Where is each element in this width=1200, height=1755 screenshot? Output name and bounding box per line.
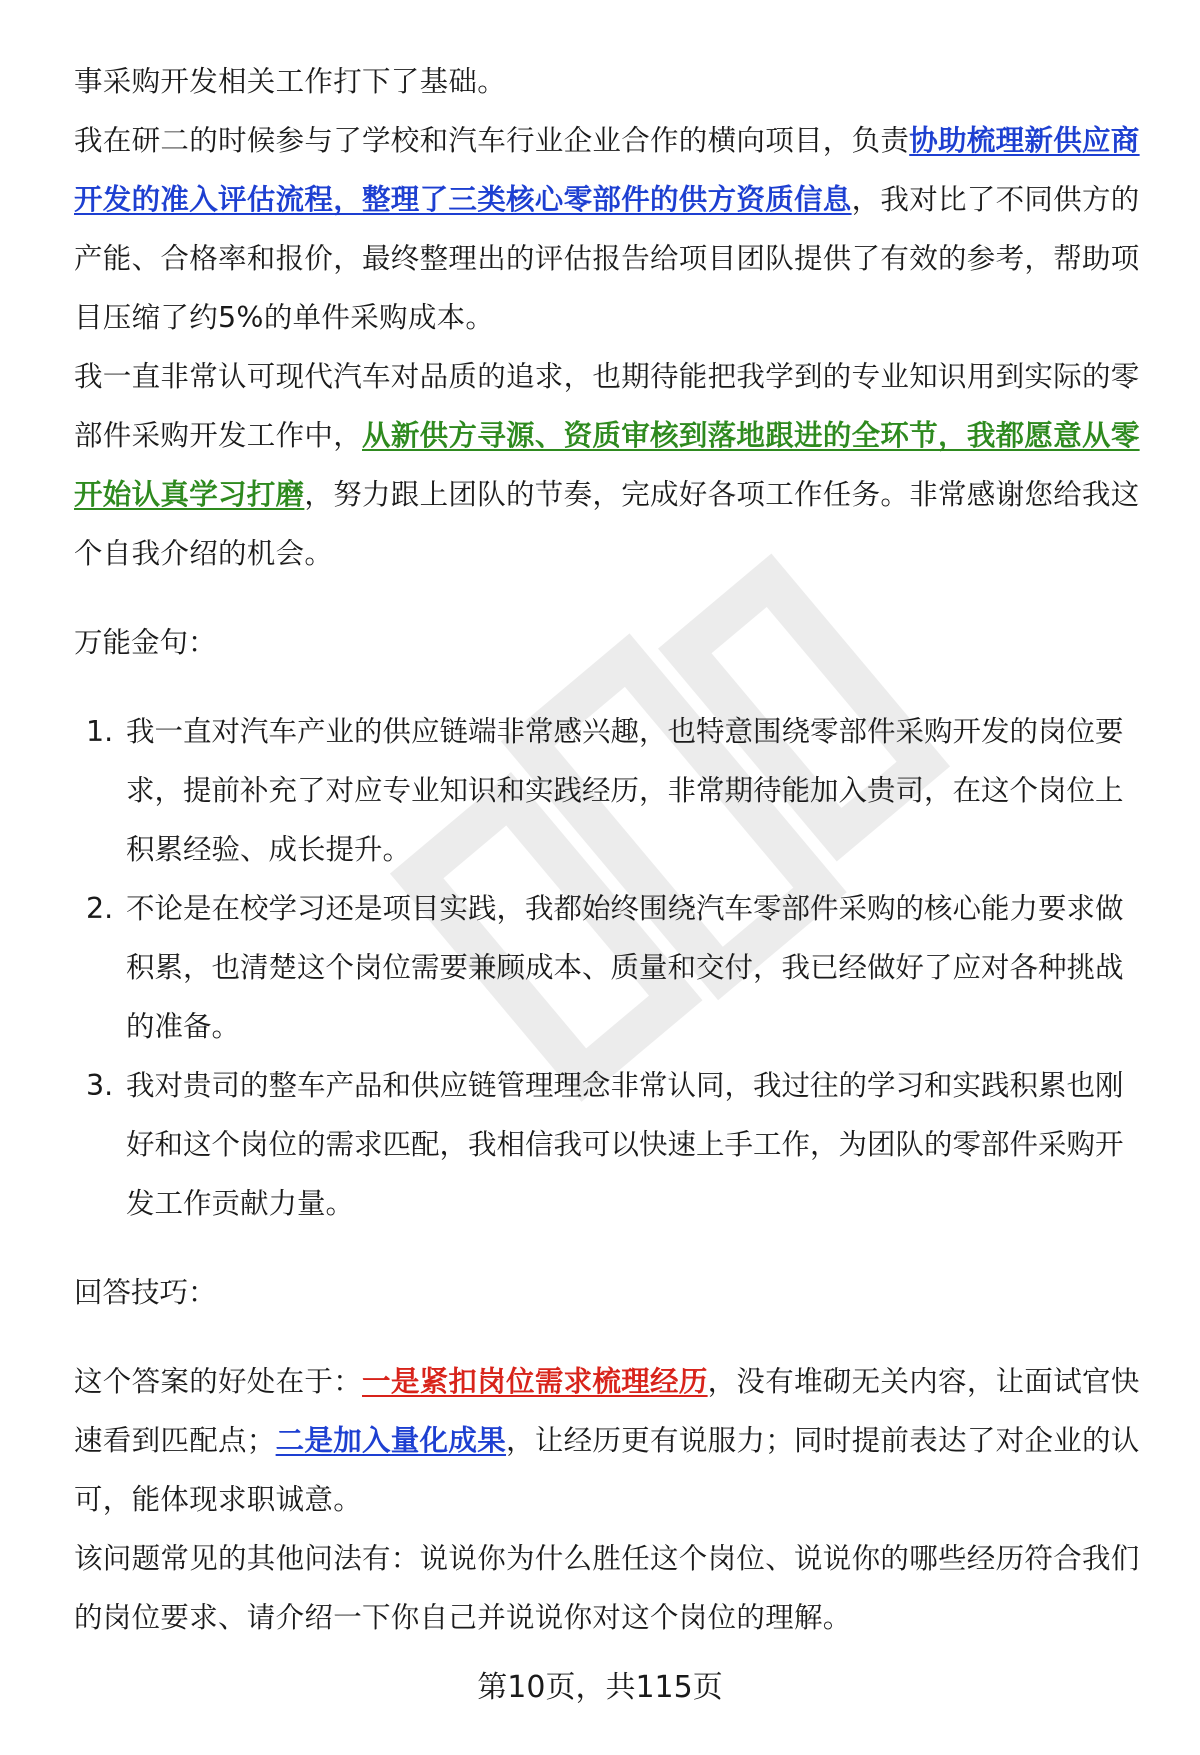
text-span: ，没有堆砌无关内容，让面试官快速看到匹配点； xyxy=(74,1365,1140,1457)
paragraph-tips-benefit xyxy=(74,1352,1144,1529)
list-item xyxy=(74,879,1144,1056)
text-span: 我一直非常认可现代汽车对品质的追求，也期待能把我学到的专业知识用到实际的零部件采购开发工作中， xyxy=(74,360,1140,452)
list-item xyxy=(74,702,1144,879)
list-number: 1. xyxy=(86,715,114,748)
list-text: 不论是在校学习还是项目实践，我都始终围绕汽车零部件采购的核心能力要求做积累，也清楚这个岗位需要兼顾成本、质量和交付，我已经做好了应对各种挑战的准备。 xyxy=(126,892,1124,1043)
golden-sentence-list xyxy=(74,702,1144,1233)
text-span: ，我对比了不同供方的产能、合格率和报价，最终整理出的评估报告给项目团队提供了有效的参考，帮助项目压缩了约5%的单件采购成本。 xyxy=(74,183,1140,334)
list-number: 3. xyxy=(86,1069,114,1102)
list-text: 我一直对汽车产业的供应链端非常感兴趣，也特意围绕零部件采购开发的岗位要求，提前补充了对应专业知识和实践经历，非常期待能加入贵司，在这个岗位上积累经验、成长提升。 xyxy=(126,715,1124,866)
text-span: ，努力跟上团队的节奏，完成好各项工作任务。非常感谢您给我这个自我介绍的机会。 xyxy=(74,478,1140,570)
list-text: 我对贵司的整车产品和供应链管理理念非常认同，我过往的学习和实践积累也刚好和这个岗位的需求匹配，我相信我可以快速上手工作，为团队的零部件采购开发工作贡献力量。 xyxy=(126,1069,1124,1220)
highlight-blue: 协助梳理新供应商开发的准入评估流程，整理了三类核心零部件的供方资质信息 xyxy=(74,124,1140,216)
text-span: ，让经历更有说服力；同时提前表达了对企业的认可，能体现求职诚意。 xyxy=(74,1424,1140,1516)
paragraph-motivation xyxy=(74,347,1144,583)
highlight-green: 从新供方寻源、资质审核到落地跟进的全环节，我都愿意从零开始认真学习打磨 xyxy=(74,419,1140,511)
text-span: 这个答案的好处在于： xyxy=(74,1365,363,1398)
document-body xyxy=(74,52,1144,1647)
list-number: 2. xyxy=(86,892,114,925)
paragraph-intro-end: 事采购开发相关工作打下了基础。 xyxy=(74,65,507,98)
highlight-blue: 二是加入量化成果 xyxy=(275,1424,507,1457)
page-number: 第10页，共115页 xyxy=(477,1670,723,1705)
section-title-tips: 回答技巧： xyxy=(74,1276,217,1309)
text-span: 我在研二的时候参与了学校和汽车行业企业合作的横向项目，负责 xyxy=(74,124,910,157)
list-item xyxy=(74,1056,1144,1233)
section-title-golden: 万能金句： xyxy=(74,626,217,659)
highlight-red: 一是紧扣岗位需求梳理经历 xyxy=(362,1365,708,1398)
paragraph-project xyxy=(74,111,1144,347)
paragraph-tips-variants: 该问题常见的其他问法有：说说你为什么胜任这个岗位、说说你的哪些经历符合我们的岗位要求、请介绍一下你自己并说说你对这个岗位的理解。 xyxy=(74,1542,1140,1634)
